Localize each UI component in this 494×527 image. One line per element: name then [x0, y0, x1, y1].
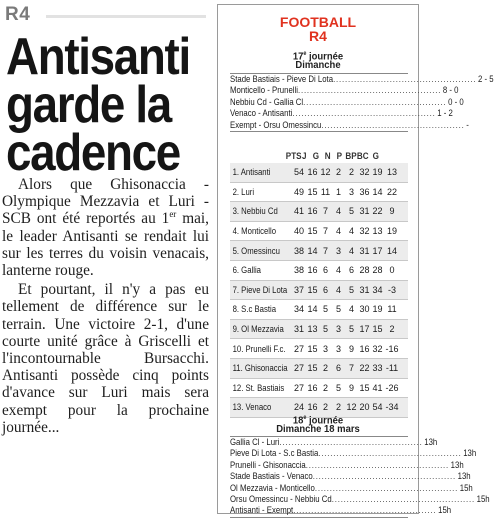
result-teams: Nebbiu Cd - Gallia Cl [230, 96, 304, 108]
result-row [230, 85, 459, 97]
standings-cell-g: 5 [322, 324, 328, 335]
leader-dots: ................................................ [293, 505, 437, 517]
standings-cell-j: 15 [307, 226, 318, 237]
standings-cell-bp: 32 [359, 226, 370, 237]
standings-cell-bp: 32 [359, 167, 370, 178]
standings-cell-j: 15 [307, 343, 318, 354]
schedule-teams: Antisanti - Exempt [230, 505, 294, 517]
standings-cell-d: -11 [385, 363, 399, 374]
result-score: - [466, 119, 469, 131]
standings-col-header: BC [356, 151, 369, 161]
standings-body [230, 163, 408, 418]
schedule-teams: Pieve Di Lota - S.c Bastia [230, 448, 319, 460]
results-list [230, 73, 494, 132]
standings-col-header: N [324, 151, 331, 161]
standings-cell-team: 9. Ol Mezzavia [232, 324, 284, 335]
standings-cell-pts: 27 [293, 343, 304, 354]
standings-cell-team: 13. Venaco [232, 402, 272, 413]
standings-cell-g: 5 [322, 304, 328, 315]
result-teams: Monticello - Prunelli [230, 85, 298, 97]
standings-row [230, 300, 408, 320]
standings-cell-team: 1. Antisanti [232, 167, 271, 178]
standings-cell-pts: 38 [293, 245, 304, 256]
standings-cell-bc: 33 [372, 363, 383, 374]
standings-col-header: BP [345, 151, 357, 161]
round-17-label: journée [306, 50, 344, 63]
result-score: 0 - 0 [448, 96, 464, 108]
standings-cell-p: 5 [348, 324, 354, 335]
standings-table [230, 149, 408, 418]
standings-cell-j: 15 [307, 284, 318, 295]
standings-row [230, 281, 408, 301]
schedule-row [230, 437, 438, 448]
standings-cell-d: -16 [385, 343, 399, 354]
standings-cell-d: 2 [389, 324, 395, 335]
leader-dots: ................................................ [305, 459, 450, 471]
standings-cell-n: 2 [335, 167, 341, 178]
round-18-day: Dimanche 18 mars [276, 423, 360, 435]
standings-cell-pts: 24 [293, 402, 304, 413]
round-17-day: Dimanche [295, 59, 341, 71]
standings-col-header: J [301, 151, 307, 161]
standings-cell-bp: 31 [359, 245, 370, 256]
standings-cell-g: 6 [322, 284, 328, 295]
leader-dots: ................................................ [333, 74, 477, 85]
standings-cell-n: 5 [335, 382, 341, 393]
standings-row [230, 222, 408, 242]
standings-cell-bc: 19 [372, 304, 383, 315]
schedule-row [230, 482, 473, 494]
standings-cell-p: 7 [348, 363, 354, 374]
standings-cell-pts: 40 [293, 226, 304, 237]
standings-cell-p: 9 [348, 382, 354, 393]
standings-cell-bp: 28 [359, 265, 370, 276]
standings-cell-pts: 34 [293, 304, 304, 315]
result-score: 2 - 5 [477, 74, 494, 85]
standings-cell-bc: 22 [372, 206, 383, 217]
schedule-row [230, 448, 477, 460]
standings-cell-j: 16 [307, 265, 318, 276]
leader-dots: ................................................ [297, 85, 442, 97]
schedule-teams: Ol Mezzavia - Monticello [230, 482, 315, 494]
standings-cell-pts: 41 [293, 206, 304, 217]
standings-row [230, 163, 408, 183]
standings-cell-bp: 15 [359, 382, 370, 393]
standings-cell-pts: 27 [293, 363, 304, 374]
schedule-row [230, 471, 471, 483]
section-rule [46, 15, 206, 18]
standings-cell-j: 15 [307, 363, 318, 374]
standings-cell-g: 2 [322, 382, 328, 393]
standings-cell-bp: 31 [359, 284, 370, 295]
standings-cell-d: 11 [387, 304, 397, 315]
leader-dots: ................................................ [292, 108, 436, 120]
standings-cell-j: 15 [307, 186, 318, 197]
standings-cell-bc: 41 [372, 382, 383, 393]
standings-cell-team: 12. St. Bastiais [232, 382, 285, 393]
result-score: 8 - 0 [442, 85, 459, 97]
p1-superscript: er [169, 209, 177, 220]
schedule-teams: Prunelli - Ghisonaccia [230, 459, 306, 471]
standings-cell-pts: 27 [293, 382, 304, 393]
standings-cell-bp: 31 [359, 206, 370, 217]
standings-cell-n: 3 [335, 343, 341, 354]
standings-cell-g: 11 [320, 186, 331, 197]
standings-cell-pts: 49 [293, 186, 304, 197]
box-title: FOOTBALL [279, 14, 357, 30]
leader-dots: ................................................ [279, 437, 423, 448]
standings-cell-team: 3. Nebbiu Cd [232, 206, 278, 217]
standings-cell-j: 16 [307, 206, 318, 217]
leader-dots: ................................................ [312, 471, 456, 483]
leader-dots: ................................................ [321, 119, 465, 131]
article [0, 0, 212, 527]
standings-row [230, 202, 408, 222]
standings-cell-n: 4 [335, 206, 341, 217]
standings-cell-n: 1 [335, 186, 341, 197]
standings-cell-d: -34 [385, 402, 399, 413]
standings-cell-n: 5 [335, 304, 341, 315]
standings-cell-d: 0 [389, 265, 395, 276]
standings-header [230, 149, 390, 163]
standings-col-header: PTS [285, 151, 302, 161]
standings-row [230, 359, 408, 379]
standings-cell-pts: 37 [293, 284, 304, 295]
standings-cell-pts: 31 [293, 324, 304, 335]
result-row [230, 96, 464, 108]
p1-start: Alors que Ghisonaccia - Olympique Mezzavia et Luri - SCB ont été reportés au 1 [2, 176, 209, 228]
standings-cell-bp: 17 [359, 324, 370, 335]
standings-row [230, 183, 408, 203]
standings-cell-pts: 38 [293, 265, 304, 276]
standings-cell-j: 14 [307, 245, 318, 256]
standings-cell-d: -26 [385, 382, 399, 393]
standings-row [230, 241, 408, 261]
standings-cell-bc: 54 [372, 402, 383, 413]
standings-cell-team: 11. Ghisonaccia [232, 363, 288, 374]
standings-cell-n: 4 [335, 226, 341, 237]
standings-cell-d: 13 [386, 167, 397, 178]
standings-cell-team: 7. Pieve Di Lota [232, 284, 288, 295]
standings-cell-team: 4. Monticello [232, 226, 277, 237]
standings-cell-n: 4 [335, 284, 341, 295]
standings-cell-g: 6 [322, 265, 328, 276]
standings-col-header: P [336, 151, 343, 161]
standings-cell-g: 2 [322, 363, 328, 374]
standings-cell-j: 13 [307, 324, 318, 335]
standings-row [230, 379, 408, 399]
standings-cell-p: 3 [348, 186, 354, 197]
standings-cell-g: 7 [322, 245, 328, 256]
standings-cell-d: -3 [387, 284, 396, 295]
result-row [230, 74, 494, 85]
standings-cell-n: 6 [335, 363, 341, 374]
standings-cell-bc: 28 [372, 265, 383, 276]
round-17-number: 17 [292, 50, 304, 63]
schedule-time: 15h [459, 482, 473, 494]
result-row [230, 108, 453, 120]
standings-cell-bp: 16 [359, 343, 370, 354]
standings-cell-n: 4 [335, 265, 341, 276]
standings-cell-pts: 54 [293, 167, 304, 178]
round-17-sup: e [303, 51, 307, 57]
schedule-time: 15h [438, 505, 452, 517]
standings-cell-p: 4 [348, 304, 354, 315]
standings-row [230, 320, 408, 340]
standings-cell-team: 2. Luri [232, 186, 255, 197]
standings-cell-team: 5. Omessincu [232, 245, 280, 256]
leader-dots: ................................................ [331, 493, 476, 505]
standings-cell-g: 3 [322, 343, 328, 354]
standings-cell-g: 7 [322, 226, 328, 237]
standings-cell-team: 6. Gallia [232, 265, 261, 276]
standings-cell-team: 8. S.c Bastia [232, 304, 277, 315]
standings-cell-j: 16 [307, 167, 318, 178]
standings-cell-bc: 19 [372, 167, 383, 178]
standings-cell-bp: 30 [359, 304, 370, 315]
standings-cell-p: 9 [348, 343, 354, 354]
standings-cell-bp: 22 [359, 363, 370, 374]
schedule-time: 13h [457, 471, 471, 483]
standings-cell-bc: 32 [372, 343, 383, 354]
standings-cell-j: 16 [307, 402, 318, 413]
standings-col-header: G [372, 151, 379, 161]
leader-dots: ................................................ [318, 448, 462, 460]
schedule-time: 13h [450, 459, 464, 471]
schedule-teams: Gallia Cl - Luri [230, 437, 280, 448]
standings-cell-d: 9 [389, 206, 395, 217]
standings-cell-p: 2 [348, 167, 354, 178]
schedule-row [230, 505, 452, 517]
standings-col-header: G [312, 151, 320, 161]
standings-cell-d: 14 [386, 245, 397, 256]
result-teams: Venaco - Antisanti [230, 108, 293, 120]
round-18-number: 18 [292, 414, 304, 427]
standings-cell-n: 2 [335, 402, 341, 413]
section-tag: R4 [5, 4, 31, 25]
standings-row [230, 261, 408, 281]
schedule-time: 15h [476, 493, 490, 505]
standings-cell-p: 4 [348, 226, 354, 237]
standings-cell-p: 5 [348, 284, 354, 295]
standings-cell-g: 7 [322, 206, 328, 217]
standings-cell-p: 12 [346, 402, 357, 413]
standings-cell-bc: 13 [372, 226, 383, 237]
standings-cell-p: 5 [348, 206, 354, 217]
schedule-row [230, 459, 464, 471]
schedule-teams: Stade Bastiais - Venaco [230, 471, 313, 483]
standings-cell-bp: 20 [359, 402, 370, 413]
schedule-row [230, 493, 490, 505]
article-body [2, 176, 209, 438]
standings-cell-j: 14 [307, 304, 318, 315]
leader-dots: ................................................ [314, 482, 459, 494]
standings-cell-team: 10. Prunelli F.c. [232, 343, 286, 354]
standings-cell-p: 6 [348, 265, 354, 276]
standings-cell-bc: 17 [372, 245, 383, 256]
standings-cell-j: 16 [307, 382, 318, 393]
paragraph-2: Et pourtant, il n'y a pas eu tellement de différence sur le terrain. Une victoire 2-1, d'une courte unité grâce à Griscelli et l'incontournable Bursacchi. Antisanti possède cinq points d'avance sur Luri mais sera exempt pour la prochaine journée... [2, 281, 209, 436]
schedule-teams: Orsu Omessincu - Nebbiu Cd [230, 493, 332, 505]
round-18-sup: e [303, 415, 307, 421]
standings-cell-n: 3 [335, 324, 341, 335]
leader-dots: ................................................ [303, 96, 447, 108]
result-teams: Stade Bastiais - Pieve Di Lota [230, 74, 334, 85]
standings-cell-bp: 36 [359, 186, 370, 197]
paragraph-1 [2, 176, 209, 279]
standings-cell-bc: 15 [372, 324, 383, 335]
schedule-time: 13h [463, 448, 477, 460]
standings-cell-g: 12 [320, 167, 331, 178]
schedule-time: 13h [424, 437, 438, 448]
football-box [217, 4, 494, 517]
box-league: R4 [309, 28, 327, 44]
schedule-list [230, 436, 490, 518]
standings-cell-n: 3 [335, 245, 341, 256]
standings-row [230, 339, 408, 359]
result-score: 1 - 2 [437, 108, 453, 120]
standings-cell-bc: 34 [372, 284, 383, 295]
p1-end: mai, le leader Antisanti se rendait lui sur les terres du voisin venacais, lanterne rouge. [2, 210, 210, 280]
standings-cell-d: 19 [386, 226, 397, 237]
standings-cell-p: 4 [348, 245, 354, 256]
headline: Antisanti garde la cadence [6, 28, 190, 182]
standings-cell-bc: 14 [372, 186, 383, 197]
standings-cell-d: 22 [386, 186, 397, 197]
standings-cell-g: 2 [322, 402, 328, 413]
result-teams: Exempt - Orsu Omessincu [230, 119, 322, 131]
result-row [230, 119, 469, 131]
round-18-label: journée [306, 414, 344, 427]
